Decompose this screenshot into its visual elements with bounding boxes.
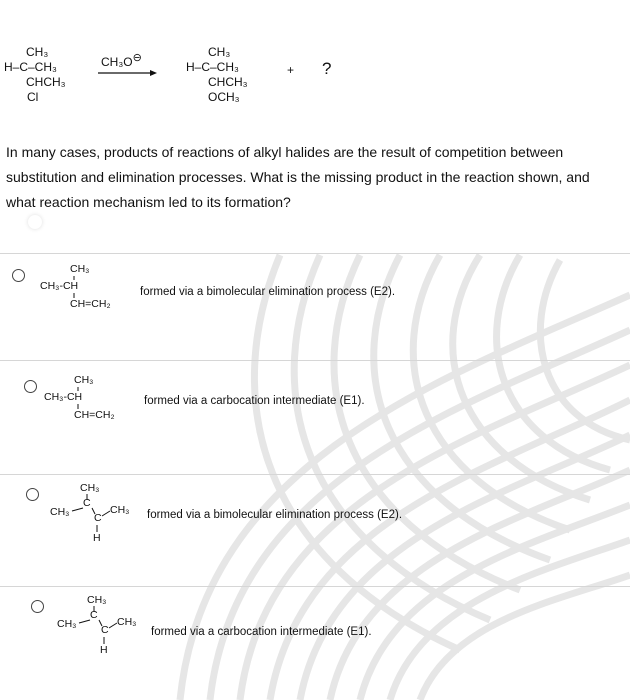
reagent-charge: ⊖	[132, 52, 142, 64]
answer-option-4[interactable]	[0, 588, 630, 698]
product-methoxy-group: OCH₃	[208, 90, 240, 104]
question-text: In many cases, products of reactions of alkyl halides are the result of competition between substitution and elimination processes. What is the missing product in the reaction shown, and what reaction mechanism led to its formation?	[6, 144, 590, 210]
option-4-molecule	[57, 592, 152, 660]
divider	[0, 586, 630, 587]
radio-button-1[interactable]	[12, 269, 25, 282]
option-4-right: CH₃	[117, 616, 137, 628]
option-4-carbon-1: C	[90, 609, 98, 621]
plus-sign: +	[287, 63, 295, 77]
reaction-arrow	[98, 69, 158, 77]
option-4-text: formed via a carbocation intermediate (E1).	[151, 626, 372, 638]
answer-option-1[interactable]	[0, 253, 630, 363]
reagent-label	[101, 51, 142, 70]
option-2-text: formed via a carbocation intermediate (E1).	[144, 395, 365, 407]
option-4-bottom: H	[100, 644, 108, 656]
answer-option-3[interactable]	[0, 476, 630, 586]
highlight-dot	[108, 379, 121, 392]
radio-button-3[interactable]	[26, 488, 39, 501]
option-3-carbon-1: C	[83, 497, 91, 509]
option-2-bottom: CH=CH₂	[74, 409, 115, 421]
reactant-substituent: CHCH₃	[26, 75, 66, 89]
product-top-group: CH₃	[208, 45, 231, 59]
radio-button-4[interactable]	[31, 600, 44, 613]
missing-product-mark: ?	[322, 59, 332, 78]
divider	[0, 360, 630, 361]
option-4-left: CH₃	[57, 618, 77, 630]
option-1-bottom: CH=CH₂	[70, 298, 111, 310]
reactant-leaving-group: Cl	[27, 90, 39, 104]
option-1-top: CH₃	[70, 263, 90, 275]
product-structure	[186, 45, 248, 105]
option-2-middle: CH₃-CH	[44, 391, 83, 403]
highlight-dot	[622, 343, 630, 359]
reactant-main-chain: H–C–CH₃	[4, 60, 57, 74]
option-3-left: CH₃	[50, 506, 70, 518]
option-3-right: CH₃	[110, 504, 130, 516]
option-2-molecule	[44, 374, 134, 424]
reactant-top-group: CH₃	[26, 45, 49, 59]
answer-options	[0, 253, 630, 700]
option-2-top: CH₃	[74, 374, 94, 386]
answer-option-2[interactable]	[0, 362, 630, 472]
reagent-formula: CH₃O	[101, 55, 133, 69]
highlight-dot	[28, 215, 42, 229]
product-substituent: CHCH₃	[208, 75, 248, 89]
option-1-middle: CH₃-CH	[40, 280, 79, 292]
option-1-text: formed via a bimolecular elimination process (E2).	[140, 286, 396, 298]
option-4-top: CH₃	[87, 594, 107, 606]
option-3-bottom: H	[93, 532, 101, 544]
radio-button-2[interactable]	[24, 380, 37, 393]
option-3-top: CH₃	[80, 482, 100, 494]
reactant-structure	[4, 45, 66, 105]
option-3-text: formed via a bimolecular elimination process (E2).	[147, 509, 403, 521]
divider	[0, 474, 630, 475]
product-main-chain: H–C–CH₃	[186, 60, 239, 74]
option-1-molecule	[40, 263, 130, 313]
option-3-carbon-2: C	[94, 512, 102, 524]
option-3-molecule	[50, 480, 145, 548]
option-4-carbon-2: C	[101, 624, 109, 636]
